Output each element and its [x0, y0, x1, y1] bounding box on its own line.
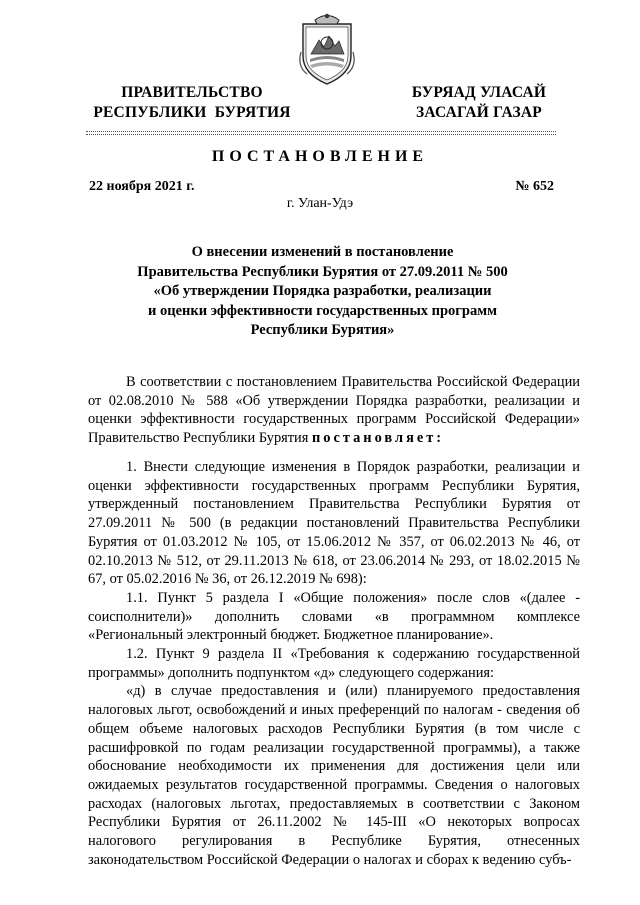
- title-line: О внесении изменений в постановление: [191, 244, 454, 260]
- document-title: [110, 243, 535, 341]
- resolution-body: [88, 458, 580, 869]
- paragraph-1-1: 1.1. Пункт 5 раздела I «Общие положения» после слов «(далее - соисполнители)» дополнить словами «в программном комплексе «Региональный электронный бюджет. Бюджетное планирование».: [88, 589, 580, 644]
- header-divider-secondary: [86, 134, 556, 135]
- document-number: № 652: [515, 179, 554, 194]
- issuer-buryat-line-1: БУРЯАД УЛАСАЙ: [411, 84, 547, 101]
- title-line: Республики Бурятия»: [250, 322, 395, 338]
- document-type: ПОСТАНОВЛЕНИЕ: [211, 148, 429, 165]
- title-line: Правительства Республики Бурятия от 27.09.2011 № 500: [137, 263, 508, 280]
- issuer-buryat-line-2: ЗАСАГАЙ ГАЗАР: [416, 104, 542, 121]
- coat-of-arms-icon: [297, 12, 357, 86]
- preamble: [88, 373, 580, 448]
- header-divider: [86, 131, 556, 132]
- paragraph-1-2: 1.2. Пункт 9 раздела II «Требования к содержанию государственной программы» дополнить подпунктом «д» следующего содержания:: [88, 646, 580, 681]
- resolution-verb: постановляет:: [311, 430, 445, 447]
- issuer-russian: [88, 83, 296, 123]
- issuer-line-2: РЕСПУБЛИКИ БУРЯТИЯ: [93, 104, 291, 121]
- title-line: и оценки эффективности государственных программ: [148, 302, 497, 319]
- issuer-line-1: ПРАВИТЕЛЬСТВО: [121, 84, 263, 101]
- document-date: 22 ноября 2021 г.: [89, 179, 195, 194]
- issuer-buryat: [400, 83, 558, 123]
- document-city: г. Улан-Удэ: [286, 196, 354, 211]
- preamble-text: В соответствии с постановлением Правительства Российской Федерации от 02.08.2010 № 588 «Об утверждении Порядка разработки, реализации и оценки эффективности государственных программ Российской Федерации» Правительство Республики Бурятия: [88, 374, 580, 447]
- paragraph-subpoint-d: «д) в случае предоставления и (или) планируемого предоставления налоговых льгот, освобождений и иных преференций по налогам - сведения об общем объеме налоговых расходов Республики Бурятия (в том числе с расшифровкой по годам реализации государственной программы), а также обоснование необходимости их применения для достижения цели или ожидаемых результатов государственной программы. Сведения о налоговых расходах (налоговых льготах, предоставляемых в соответствии с Законом Республики Бурятия от 26.11.2002 № 145-III «О некоторых вопросах налогового регулирования в Республике Бурятия, отнесенных законодательством Российской Федерации о налогах и сборах к ведению субъ-: [88, 683, 580, 868]
- title-line: «Об утверждении Порядка разработки, реализации: [153, 283, 492, 299]
- paragraph-1: 1. Внести следующие изменения в Порядок разработки, реализации и оценки эффективности государственных программ Республики Бурятия, утвержденный постановлением Правительства Республики Бурятия от 27.09.2011 № 500 (в редакции постановлений Правительства Республики Бурятия от 01.03.2012 № 105, от 15.06.2012 № 357, от 06.02.2013 № 46, от 02.10.2013 № 512, от 29.11.2013 № 618, от 23.06.2014 № 293, от 18.02.2015 № 67, от 05.02.2016 № 36, от 26.12.2019 № 698):: [88, 459, 580, 588]
